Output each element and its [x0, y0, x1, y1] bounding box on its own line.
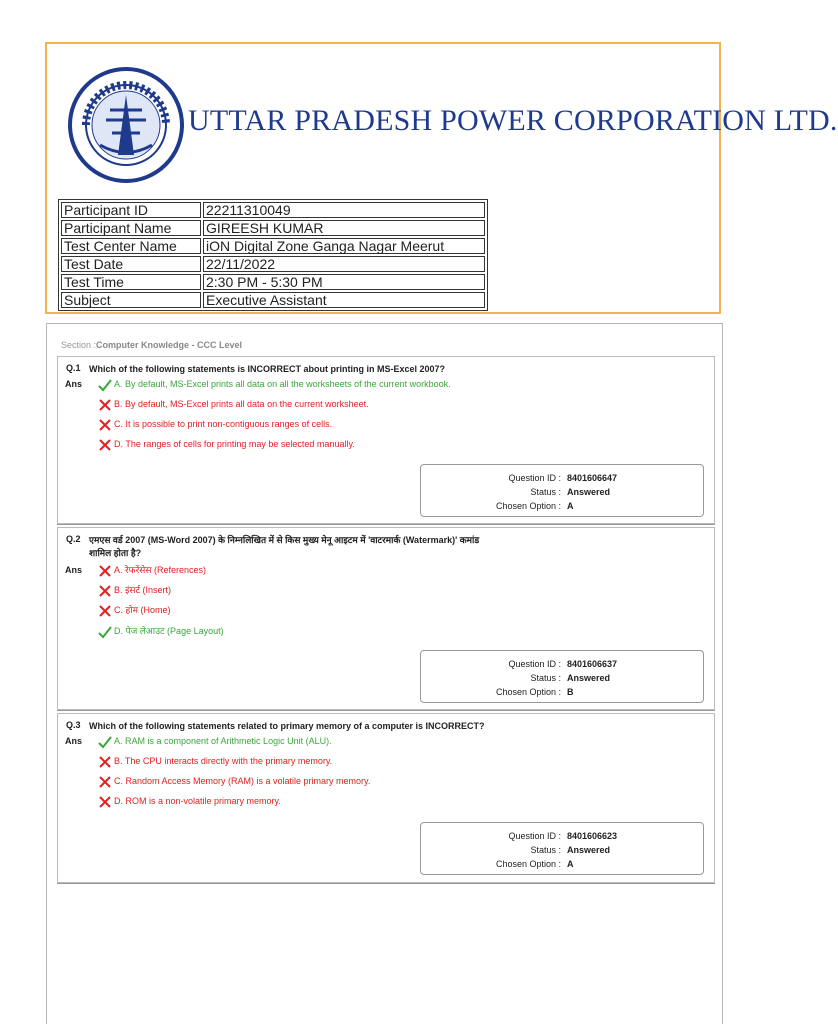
question-id-label: Question ID : — [508, 659, 561, 669]
option-b — [98, 398, 369, 411]
answer-label: Ans — [65, 565, 83, 575]
section-title — [61, 340, 242, 350]
chosen-option-label: Chosen Option : — [495, 859, 561, 869]
status-label: Status : — [530, 673, 561, 683]
test-center-value: iON Digital Zone Ganga Nagar Meerut — [203, 238, 485, 254]
question-id-row — [421, 472, 703, 484]
question-id-value: 8401606637 — [567, 659, 618, 669]
question-number: Q.2 — [66, 534, 81, 544]
option-text: D. ROM is a non-volatile primary memory. — [114, 796, 281, 806]
status-label: Status : — [530, 487, 561, 497]
question-text: Which of the following statements related to primary memory of a computer is INCORRECT? — [89, 721, 485, 731]
test-date-label: Test Date — [61, 256, 201, 272]
chosen-option-row — [421, 686, 703, 698]
question-block-1 — [57, 356, 715, 524]
cross-icon — [98, 756, 112, 768]
table-row — [61, 202, 485, 218]
organization-title: UTTAR PRADESH POWER CORPORATION LTD. — [188, 104, 838, 137]
chosen-option-value: A — [567, 501, 574, 511]
chosen-option-row — [421, 500, 703, 512]
subject-value: Executive Assistant — [203, 292, 485, 308]
participant-info-table — [58, 199, 488, 311]
option-c — [98, 418, 332, 431]
chosen-option-row — [421, 858, 703, 870]
option-a — [98, 378, 451, 391]
option-a — [98, 564, 206, 577]
cross-icon — [98, 399, 112, 411]
question-meta-box — [420, 464, 704, 517]
option-b — [98, 755, 332, 768]
status-value: Answered — [567, 673, 611, 683]
option-d — [98, 625, 224, 638]
option-text: A. By default, MS-Excel prints all data on all the worksheets of the current workbook. — [114, 379, 451, 389]
test-date-value: 22/11/2022 — [203, 256, 485, 272]
cross-icon — [98, 776, 112, 788]
status-row — [421, 486, 703, 498]
question-text: एमएस वर्ड 2007 (MS-Word 2007) के निम्नलिखित में से किस मुख्य मेनू आइटम में 'वाटरमार्क (Watermark)' कमांड शामिल होता है? — [89, 535, 480, 558]
question-block-2 — [57, 527, 715, 710]
check-icon — [98, 736, 112, 748]
chosen-option-value: A — [567, 859, 574, 869]
option-text: B. इंसर्ट (Insert) — [114, 585, 172, 595]
chosen-option-value: B — [567, 687, 574, 697]
header-panel — [45, 42, 838, 314]
status-row — [421, 672, 703, 684]
participant-name-value: GIREESH KUMAR — [203, 220, 485, 236]
test-center-label: Test Center Name — [61, 238, 201, 254]
question-text: Which of the following statements is INCORRECT about printing in MS-Excel 2007? — [89, 364, 446, 374]
test-time-label: Test Time — [61, 274, 201, 290]
section-prefix: Section : — [61, 340, 97, 350]
option-c — [98, 604, 171, 617]
question-number: Q.1 — [66, 363, 81, 373]
chosen-option-label: Chosen Option : — [495, 687, 561, 697]
table-row — [61, 274, 485, 290]
cross-icon — [98, 439, 112, 451]
cross-icon — [98, 796, 112, 808]
question-id-value: 8401606623 — [567, 831, 618, 841]
option-a — [98, 735, 332, 748]
status-value: Answered — [567, 487, 611, 497]
question-meta-box — [420, 822, 704, 875]
check-icon — [98, 626, 112, 638]
option-text: B. By default, MS-Excel prints all data on the current worksheet. — [114, 399, 369, 409]
participant-name-label: Participant Name — [61, 220, 201, 236]
subject-label: Subject — [61, 292, 201, 308]
question-number: Q.3 — [66, 720, 81, 730]
corporation-logo — [66, 65, 186, 185]
chosen-option-label: Chosen Option : — [495, 501, 561, 511]
status-value: Answered — [567, 845, 611, 855]
question-block-3 — [57, 713, 715, 883]
test-time-value: 2:30 PM - 5:30 PM — [203, 274, 485, 290]
section-name: Computer Knowledge - CCC Level — [96, 340, 243, 350]
cross-icon — [98, 605, 112, 617]
status-label: Status : — [530, 845, 561, 855]
option-text: A. रेफरेंसेस (References) — [114, 565, 206, 575]
table-row — [61, 220, 485, 236]
question-id-row — [421, 658, 703, 670]
option-d — [98, 795, 281, 808]
table-row — [61, 256, 485, 272]
option-text: C. होम (Home) — [114, 605, 171, 615]
cross-icon — [98, 419, 112, 431]
table-row — [61, 238, 485, 254]
option-text: D. The ranges of cells for printing may be selected manually. — [114, 439, 355, 449]
question-id-value: 8401606647 — [567, 473, 618, 483]
option-text: D. पेज लेआउट (Page Layout) — [114, 626, 224, 636]
answer-label: Ans — [65, 736, 83, 746]
option-text: C. Random Access Memory (RAM) is a volatile primary memory. — [114, 776, 371, 786]
option-text: A. RAM is a component of Arithmetic Logic Unit (ALU). — [114, 736, 332, 746]
option-c — [98, 775, 370, 788]
option-d — [98, 438, 355, 451]
question-meta-box — [420, 650, 704, 703]
question-id-label: Question ID : — [508, 831, 561, 841]
option-text: C. It is possible to print non-contiguous ranges of cells. — [114, 419, 333, 429]
participant-id-label: Participant ID — [61, 202, 201, 218]
cross-icon — [98, 585, 112, 597]
section-panel — [46, 323, 723, 1024]
table-row — [61, 292, 485, 308]
check-icon — [98, 379, 112, 391]
cross-icon — [98, 565, 112, 577]
participant-id-value: 22211310049 — [203, 202, 485, 218]
option-text: B. The CPU interacts directly with the primary memory. — [114, 756, 333, 766]
status-row — [421, 844, 703, 856]
option-b — [98, 584, 171, 597]
question-id-row — [421, 830, 703, 842]
question-id-label: Question ID : — [508, 473, 561, 483]
answer-label: Ans — [65, 379, 83, 389]
